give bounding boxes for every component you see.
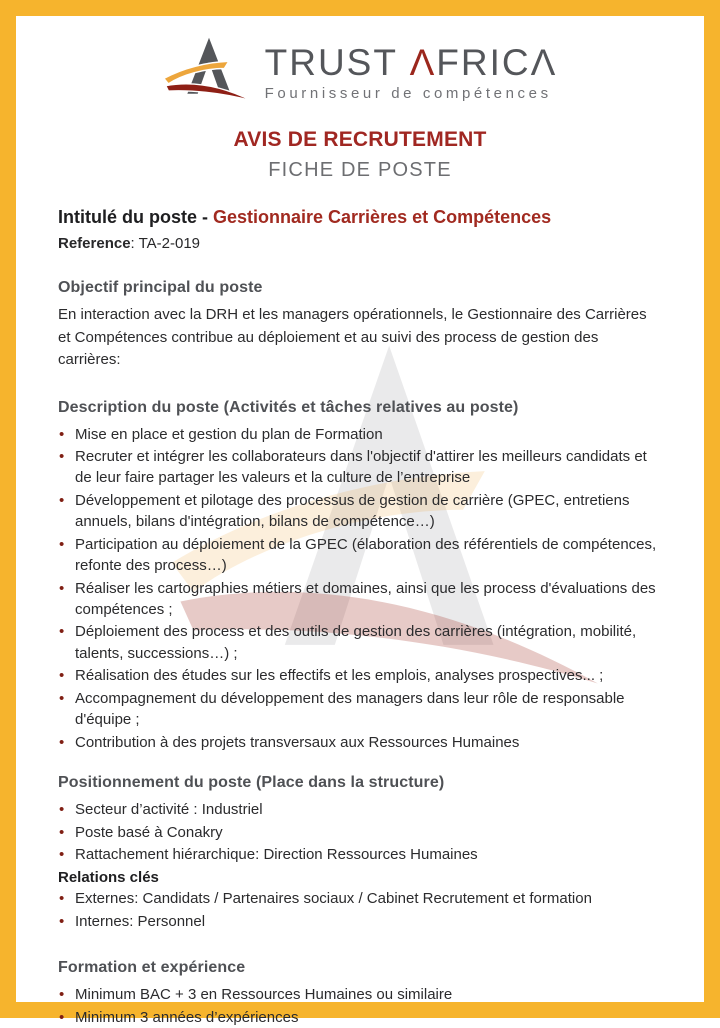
- description-heading: Description du poste (Activités et tâches relatives au poste): [58, 398, 519, 416]
- list-item: • Poste basé à Conakry: [58, 822, 662, 843]
- brand-text-block: [264, 41, 558, 103]
- notice-subtitle: FICHE DE POSTE: [268, 159, 452, 181]
- section-description: [58, 399, 662, 754]
- list-item: • Contribution à des projets transversaux aux Ressources Humaines: [58, 732, 662, 753]
- document-sheet: [16, 16, 704, 1026]
- list-item: • Réalisation des études sur les effectifs et les emplois, analyses prospectives... ;: [58, 665, 662, 686]
- list-item: • Déploiement des process et des outils de gestion des carrières (intégration, mobilité, talents, successions…) ;: [58, 621, 662, 664]
- job-reference: [58, 235, 662, 252]
- positionnement-list: [58, 799, 662, 865]
- job-title-value: Gestionnaire Carrières et Compétences: [213, 207, 552, 227]
- brand-wordmark: [264, 41, 558, 83]
- list-item: • Secteur d’activité : Industriel: [58, 799, 662, 820]
- brand-word-frica: FRICΛ: [436, 41, 558, 83]
- list-item: • Minimum BAC + 3 en Ressources Humaines ou similaire: [58, 984, 662, 1005]
- job-title-label: Intitulé du poste -: [58, 207, 213, 227]
- brand-word-trust: TRUST: [264, 41, 410, 83]
- brand-letter-a-red: Λ: [409, 41, 437, 83]
- list-item: • Externes: Candidats / Partenaires sociaux / Cabinet Recrutement et formation: [58, 888, 662, 909]
- list-item: • Minimum 3 années d’expériences: [58, 1007, 662, 1028]
- brand-header: [58, 36, 662, 110]
- list-item: • Recruter et intégrer les collaborateurs dans l'objectif d'attirer les meilleurs candidats et de leur faire partager les valeurs et la culture de l’entreprise: [58, 446, 662, 489]
- relations-heading: Relations clés: [58, 869, 159, 887]
- list-item: • Internes: Personnel: [58, 911, 662, 932]
- relations-list: [58, 888, 662, 932]
- brand-tagline: Fournisseur de compétences: [264, 85, 552, 103]
- section-objectif: [58, 279, 662, 372]
- list-item: • Développement et pilotage des processus de gestion de carrière (GPEC, entretiens annuels, bilans d'intégration, bilans de compétence…): [58, 490, 662, 533]
- list-item: • Mise en place et gestion du plan de Formation: [58, 424, 662, 445]
- list-item: • Participation au déploiement de la GPEC (élaboration des référentiels de compétences, refonte des process…): [58, 534, 662, 577]
- list-item: • Rattachement hiérarchique: Direction Ressources Humaines: [58, 844, 662, 865]
- trust-africa-logo-icon: [163, 36, 255, 110]
- formation-list: [58, 984, 662, 1028]
- positionnement-heading: Positionnement du poste (Place dans la structure): [58, 774, 445, 792]
- formation-heading: Formation et expérience: [58, 959, 246, 977]
- document-content: [16, 16, 704, 1028]
- list-item: • Réaliser les cartographies métiers et domaines, ainsi que les process d'évaluations des compétences ;: [58, 578, 662, 621]
- section-formation: [58, 959, 662, 1028]
- list-item: • Accompagnement du développement des managers dans leur rôle de responsable d'équipe ;: [58, 688, 662, 731]
- job-reference-label: Reference: [58, 235, 131, 252]
- section-positionnement: [58, 774, 662, 932]
- objectif-heading: Objectif principal du poste: [58, 279, 263, 296]
- objectif-paragraph: En interaction avec la DRH et les managers opérationnels, le Gestionnaire des Carrières et Compétences contribue au déploiement et au suivi des process de gestion des carrières:: [58, 306, 647, 368]
- job-reference-value: : TA-2-019: [130, 235, 201, 252]
- notice-title: AVIS DE RECRUTEMENT: [233, 128, 487, 151]
- description-list: [58, 424, 662, 754]
- job-title: [58, 207, 662, 228]
